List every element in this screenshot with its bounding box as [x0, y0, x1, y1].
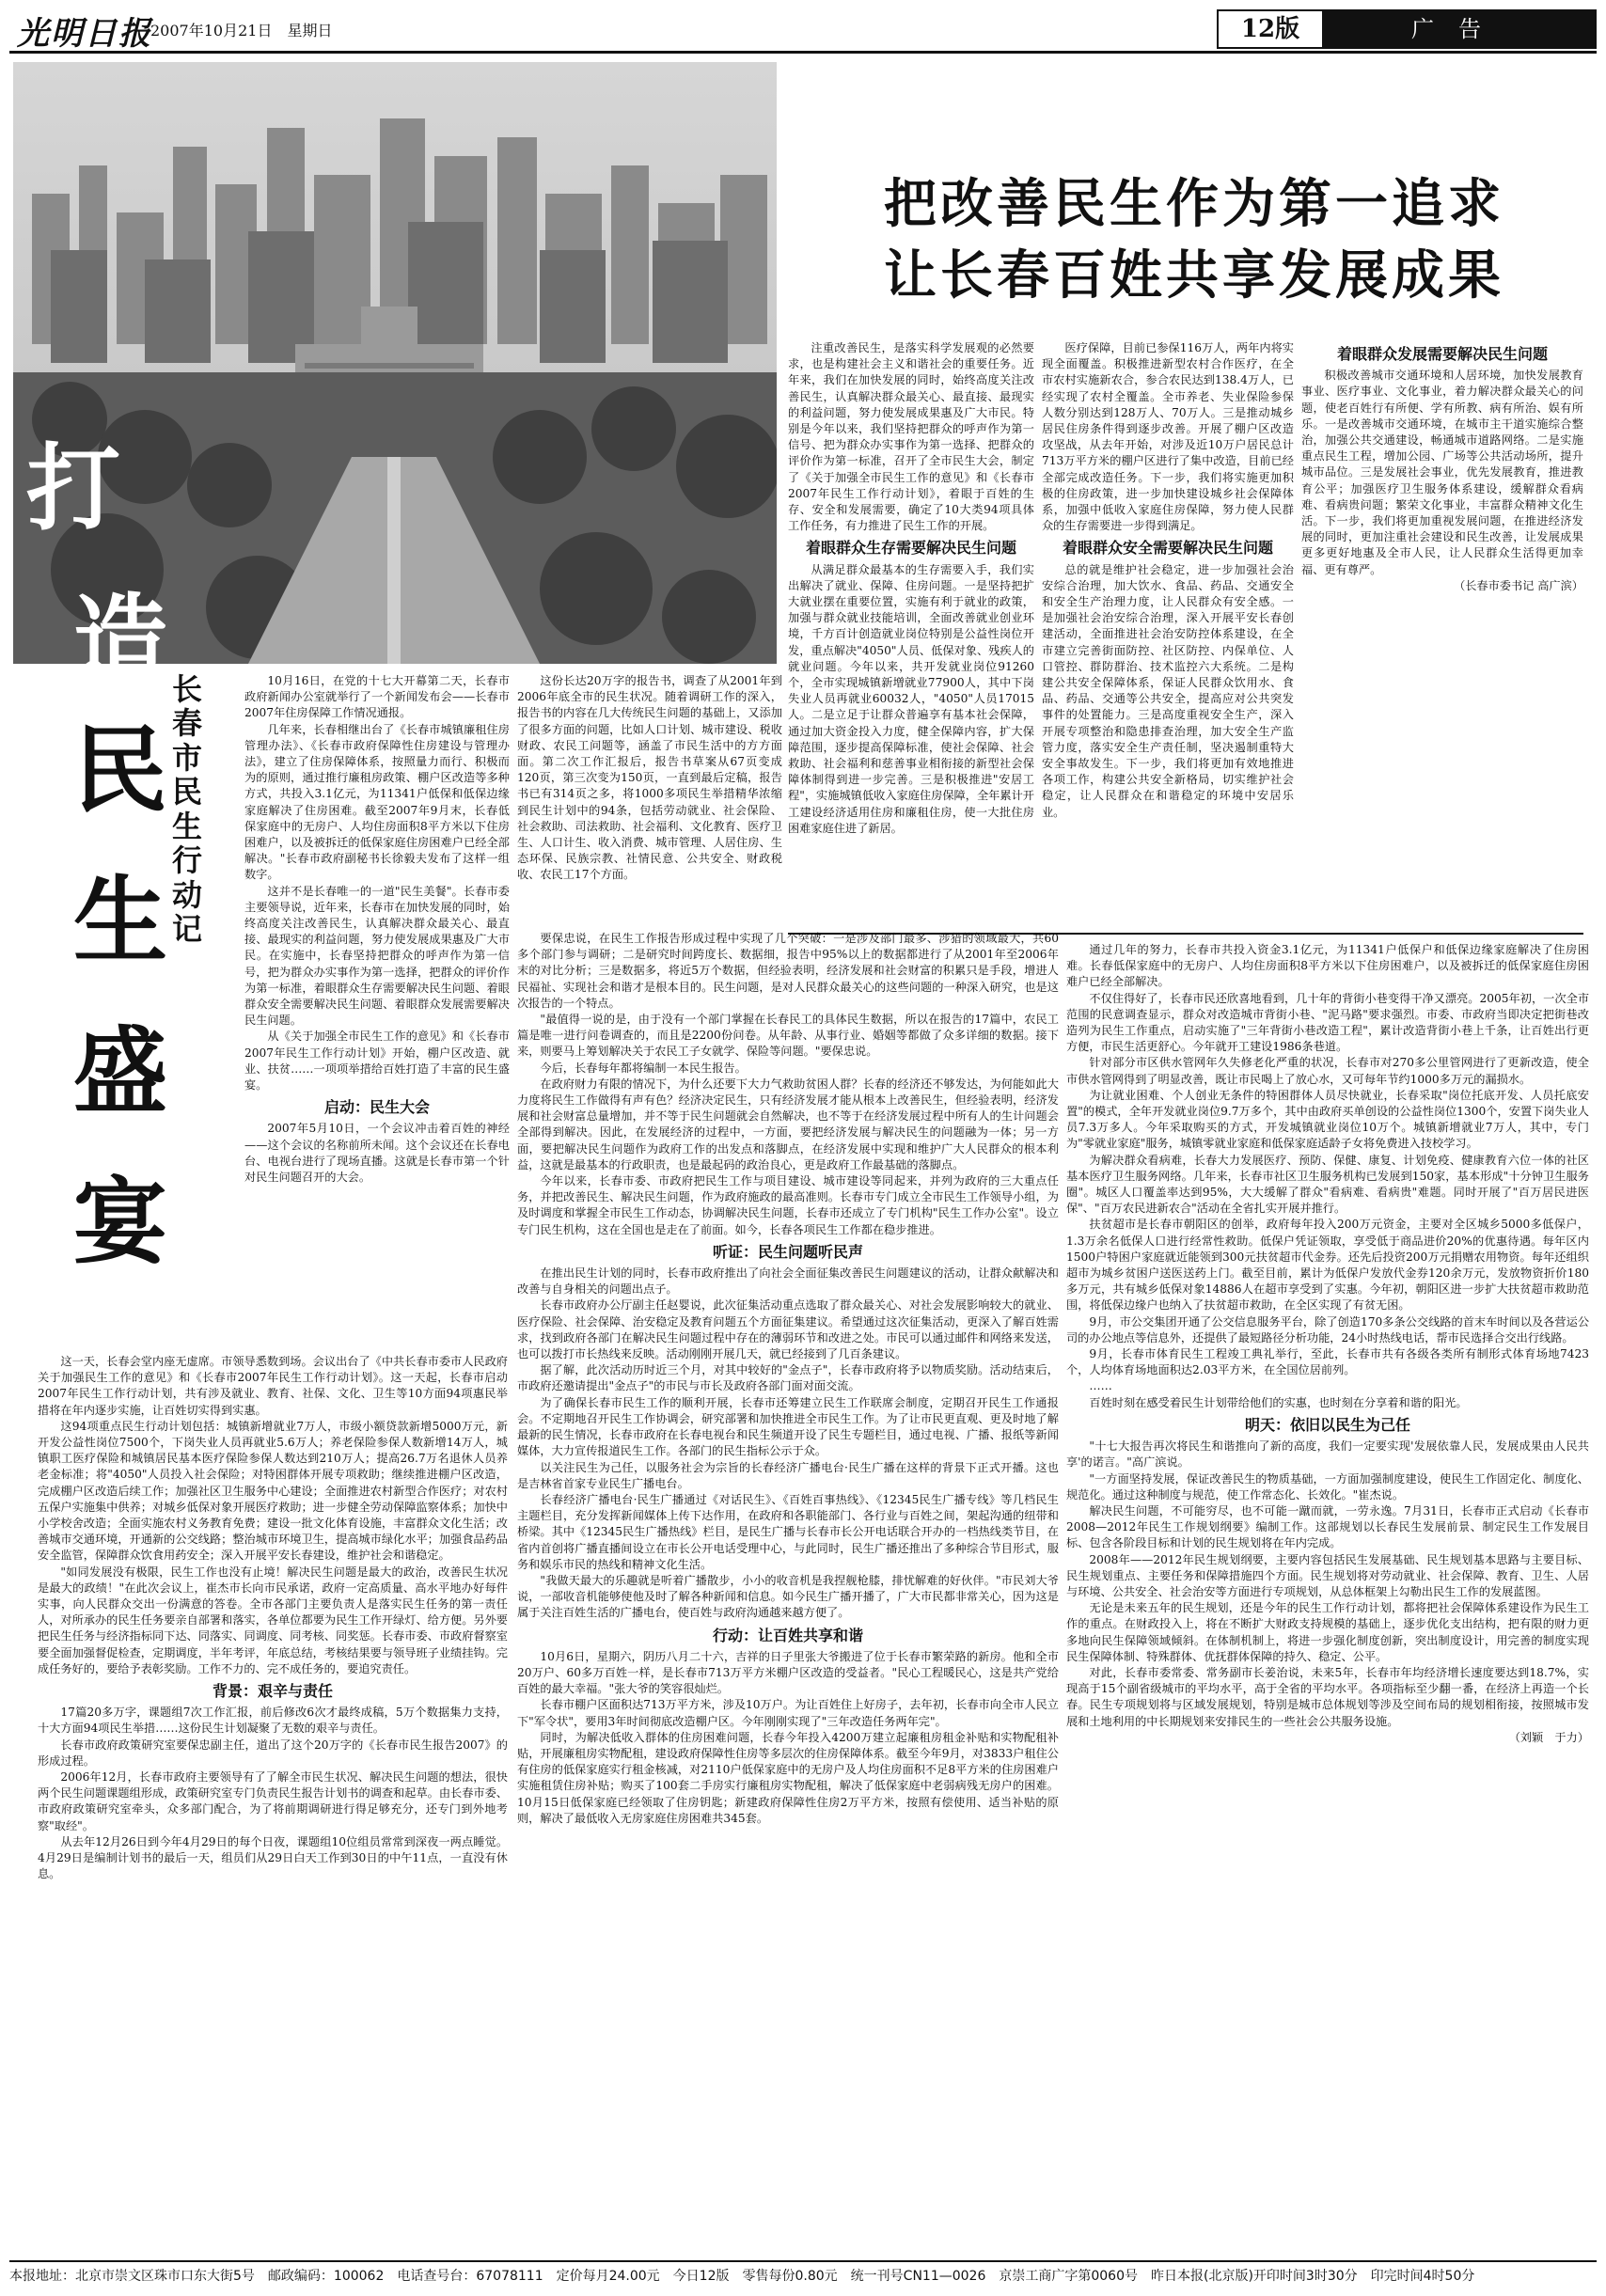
city-skyline-image — [13, 62, 777, 664]
paragraph: 长春市政府办公厅副主任赵婴说，此次征集活动重点选取了群众最关心、对社会发展影响较大的就业、医疗保险、社会保障、治安稳定及教育问题五个方面征集建议。希望通过这次征集活动，更深入了解百姓需求，找到政府各部门在解决民生问题过程中存在的薄弱环节和改进之处。市民可以通过邮件和网络来发送，也可以拨打市长热线来反映。活动刚刚开展几天，就已经接到了几百条建议。 — [517, 1298, 1059, 1361]
paragraph: 2007年5月10日，一个会议冲击着百姓的神经——这个会议的名称前所未闻。这个会议还在长春电台、电视台进行了现场直播。这就是长春市第一个针对民生问题召开的大会。 — [244, 1122, 510, 1185]
paragraph: 从《关于加强全市民生工作的意见》和《长春市2007年民生工作行动计划》开始，棚户区改造、就业、扶贫……一项项举措给百姓打造了丰富的民生盛宴。 — [244, 1030, 510, 1093]
paragraph: 从去年12月26日到今年4月29日的每个日夜，课题组10位组员常常到深夜一两点睡觉。4月29日是编制计划书的最后一天，组员们从29日白天工作到30日的中午11点，一直没有休息。 — [38, 1834, 508, 1881]
paragraph: 积极改善城市交通环境和人居环境，加快发展教育事业、医疗事业、文化事业，着力解决群众最关心的问题，使老百姓行有所便、学有所教、病有所治、娱有所乐。一是改善城市交通环境，在城市主干道实施综合整治，加强公共交通建设，畅通城市道路网络。二是实施重点民生工程，增加公园、广场等公共活动场所，提升城市品位。三是发展社会事业，优先发展教育，推进教育公平；加强医疗卫生服务体系建设，缓解群众看病难、看病贵问题；繁荣文化事业，丰富群众精神文化生活。下一步，我们将更加重视发展问题，在推进经济发展的同时，更加注重社会建设和民生改善，让发展成果更多更好地惠及全市人民，让人民群众生活得更加幸福、更有尊严。 — [1301, 369, 1583, 576]
city-photo — [13, 62, 777, 664]
paragraph: 17篇20多万字，课题组7次工作汇报，前后修改6次才最终成稿，5万个数据集力支持，十大方面94项民生举措……这份民生计划凝聚了无数的艰辛与责任。 — [38, 1706, 508, 1736]
paragraph: 10月6日，星期六，阴历八月二十六，吉祥的日子里张大爷搬进了位于长春市繁荣路的新房。他和全市20万户、60多万百姓一样，是长春市713万平方米棚户区改造的受益者。"民心工程暖民心，这是共产党给百姓的最大幸福。"张大爷的笑容很灿烂。 — [517, 1649, 1059, 1696]
headline-line: 让长春百姓共享发展成果 — [884, 244, 1504, 307]
paragraph: "十七大报告再次将民生和谐推向了新的高度，我们一定要实现'发展依靠人民，发展成果由人民共享'的诺言。"高广滨说。 — [1066, 1439, 1589, 1470]
page-label-box — [1217, 9, 1597, 49]
paragraph: 为解决群众看病难，长春大力发展医疗、预防、保健、康复、计划免疫、健康教育六位一体的社区基本医疗卫生服务网络。几年来，长春市社区卫生服务机构已发展到150家，基本形成"十分钟卫生服务圈"。城区人口覆盖率达到95%，大大缓解了群众"看病难、看病贵"难题。同时开展了"百万居民进医保"、"百万农民进新农合"活动在全省扎实开展并推行。 — [1066, 1153, 1589, 1216]
section-heading: 启动：民生大会 — [323, 1098, 430, 1117]
page-number: 12版 — [1219, 11, 1324, 47]
paragraph: 今年以来，长春市委、市政府把民生工作与项目建设、城市建设等同起来，并列为政府的三大重点任务，并把改善民生、解决民生问题，作为政府施政的最高准则。长春市专门成立全市民生工作领导小组，为及时调度和掌握全市民生工作动态，协调解决民生问题，长春市还成立了专门机构"民生工作办公室"。设立专门民生机构，这在全国也是走在了前面。如今，长春各项民生工作都在稳步推进。 — [517, 1174, 1059, 1236]
paragraph: 10月16日，在党的十七大开幕第二天，长春市政府新闻办公室就举行了一个新闻发布会——长春市2007年住房保障工作情况通报。 — [244, 674, 510, 720]
section-heading: 听证：民生问题听民声 — [712, 1242, 863, 1261]
paragraph: "如同发展没有极限，民生工作也没有止境！解决民生问题是最大的政治，改善民生状况是最大的政绩！"在此次会议上，崔杰市长向市民承诺，政府一定高质量、高水平地办好每件实事，向人民群众交出一份满意的答卷。全市各部门主要负责人是落实民生任务的第一责任人，对所承办的民生任务要亲自部署和落实，各单位都要为民生工作开绿灯、给方便。另外要把民生任务与经济指标同下达、同落实、同调度、同考核、同奖惩。长春市委、市政府督察室要全面加强督促检查，定期调度，半年考评，年底总结，考核结果要与领导班子业绩挂钩。完成任务好的，要给予表彰奖励。工作不力的、完不成任务的，要追究责任。 — [38, 1565, 508, 1675]
paragraph: 在政府财力有限的情况下，为什么还要下大力气救助贫困人群？长春的经济还不够发达，为何能如此大力度将民生工作做得有声有色？经济决定民生，只有经济发展才能从根本上改善民生，但经验表明，经济发展和社会财富总量增加，并不等于民生问题就会自然解决，也不等于在经济发展过程中所有人的生计问题会全部得到解决。因此，在发展经济的过程中，一方面，要把经济发展与解决民生的问题融为一体；另一方面，要把解决民生问题作为政府工作的出发点和落脚点，在经济发展中实现和维护广大人民群众的根本利益，这就是最基本的行政职责，也是最起码的政治良心，更是政府工作最基础的落脚点。 — [517, 1077, 1059, 1172]
feature-title-char: 盛 — [73, 1016, 167, 1126]
story-column-1 — [244, 673, 510, 1331]
section-heading: 着眼群众安全需要解决民生问题 — [1062, 539, 1273, 558]
story-column-4 — [517, 931, 1059, 2247]
feature-subtitle: 长春市民生行动记 — [172, 671, 203, 948]
paragraph: 同时，为解决低收入群体的住房困难问题，长春今年投入4200万建立起廉租房租金补贴和实物配租补贴，开展廉租房实物配租，建设政府保障性住房等多层次的住房保障体系。截至今年9月，对3833户租住公有住房的低保家庭实行租金核减，对2110户低保家庭中的无房户及人均住房面积不足8平方米的住房困难户实施租赁住房补贴；购买了100套二手房实行廉租房实物配租，解决了低保家庭中老弱病残无房户的困难。10月15日低保家庭已经领取了住房钥匙；新建政府保障性住房2万平方米，按照有偿使用、适当补贴的原则，解决了最低收入无房家庭住房困难共345套。 — [517, 1730, 1059, 1825]
paragraph: 2006年12月，长春市政府主要领导有了了解全市民生状况、解决民生问题的想法，很快两个民生问题课题组形成，政策研究室专门负责民生报告计划书的调查和起草。由长春市委、市政府政策研究室牵头，众多部门配合，为了将前期调研进行得足够充分，还专门到外地考察"取经"。 — [38, 1770, 508, 1832]
section-heading: 背景：艰辛与责任 — [212, 1682, 333, 1701]
feature-title-char: 生 — [73, 866, 167, 976]
byline: （刘颖 于力） — [1508, 1730, 1589, 1744]
story-column-5 — [1066, 942, 1589, 2249]
section-heading: 明天：依旧以民生为己任 — [1244, 1415, 1410, 1434]
paragraph: 无论是未来五年的民生规划，还是今年的民生工作行动计划，都将把社会保障体系建设作为民生工作的重点。在财政投入上，将在不断扩大财政支持规模的基础上，逐步优化支出结构，把有限的财力更多地向民生保障领域倾斜。在体制机制上，将进一步强化制度创新，突出制度设计，用完善的制度实现民生保障体制、特殊群体、优抚群体保障的持久、稳定、公平。 — [1066, 1601, 1589, 1663]
paragraph: 扶贫超市是长春市朝阳区的创举，政府每年投入200万元资金，主要对全区城乡5000多低保户，1.3万余名低保人口进行经常性救助。低保户凭证领取，享受低于商品进价20%的优惠待遇。每年区内1500户特困户家庭就近能领到300元扶贫超市代金券。还先后投资200万元捐赠农用物资。每年还组织超市为城乡贫困户送医送药上门。截至目前，累计为低保户发放代金券120余万元，发放物资折价180多万元，共有城乡低保对象14886人在超市享受到了实惠。今年初，朝阳区进一步扩大扶贫超市救助范围，将低保边缘户也纳入了扶贫超市救助，在全区实现了有贫无困。 — [1066, 1218, 1589, 1313]
headline-line: 把改善民生作为第一追求 — [884, 174, 1504, 235]
paragraph: 医疗保障，目前已参保116万人，两年内将实现全面覆盖。积极推进新型农村合作医疗，在全市农村实施新农合，参合农民达到138.4万人，已经实现了农村全覆盖。全市养老、失业保险参保人数分别达到128万人、70万人。三是推动城乡居民住房条件得到逐步改善。开展了棚户区改造攻坚战，从去年开始，对涉及近10万户居民总计713万平方米的棚户区进行了集中改造，目前已经全部完成改造任务。下一步，我们将实施更加积极的住房政策，进一步加快建设城乡社会保障体系，加强中低收入家庭住房保障，努力使人民群众的生存需要进一步得到满足。 — [1042, 341, 1294, 533]
dateline: 2007年10月21日 星期日 — [150, 22, 333, 39]
paragraph: 据了解，此次活动历时近三个月，对其中较好的"金点子"，长春市政府将予以物质奖励。活动结束后，市政府还邀请提出"金点子"的市民与市长及政府各部门面对面交流。 — [517, 1363, 1059, 1393]
section-heading: 行动：让百姓共享和谐 — [712, 1626, 863, 1644]
paragraph: 对此，长春市委常委、常务副市长姜治说，未来5年，长春市年均经济增长速度要达到18.7%，实现高于15个副省级城市的平均水平，高于全省的平均水平。各项指标至少翻一番，在经济上再造一个长春。民生专项规划将与区域发展规划，特别是城市总体规划等涉及空间布局的规划相衔接，按照城市发展和土地利用的中长期规划来安排民生的一些社会公共服务设施。 — [1066, 1665, 1589, 1728]
paragraph: 从满足群众最基本的生存需要入手，我们实出解决了就业、保障、住房问题。一是坚持把扩大就业摆在重要位置，实施有利于就业的政策，加强与群众就业技能培训，全面改善就业创业环境，千方百计创造就业岗位特别是公益性岗位开发，重点解决"4050"人员、低保对象、残疾人的就业问题。今年以来，共开发就业岗位91260个，全市实现城镇新增就业77900人，其中下岗失业人员再就业60032人，"4050"人员17015人。二是立足于让群众普遍享有基本社会保障，通过加大资金投入力度，健全保障内容，扩大保障范围，逐步提高保障标准，使社会保障、社会救助、社会福利和慈善事业相衔接的新型社会保障体制得到进一步完善。三是积极推进"安居工程"，实施城镇低收入家庭住房保障，全年累计开工建设经济适用住房和廉租住房，使一大批住房困难家庭住进了新居。 — [788, 562, 1034, 835]
paragraph: 要保忠说，在民生工作报告形成过程中实现了几个突破：一是涉及部门最多、涉猎的领域最大，共60多个部门参与调研；二是研究时间跨度长、数据细，报告中95%以上的数据都进行了从2001年至2006年末的对比分析；三是数据多，将近5万个数据，但经验表明，经济发展和社会财富的积累只是手段，增进人民福祉、实现社会和谐才是根本目的。民生问题，是对人民群众最关心的这些问题的一种深入研究，也是这次报告的一个特点。 — [517, 932, 1059, 1010]
paragraph: 长春市政府政策研究室要保忠副主任，道出了这个20万字的《长春市民生报告2007》的形成过程。 — [38, 1738, 508, 1768]
paragraph: 注重改善民生，是落实科学发展观的必然要求，也是构建社会主义和谐社会的重要任务。近年来，我们在加快发展的同时，始终高度关注改善民生，认真解决群众最关心、最直接、最现实的利益问题，努力使发展成果惠及广大市民。特别是今年以来，我们坚持把群众的呼声作为第一信号、把为群众办实事作为第一选择、把群众的评价作为第一标准，召开了全市民生大会，制定了《关于加强全市民生工作的意见》和《长春市2007年民生工作行动计划》，着眼于百姓的生存、安全和发展需要，确定了10大类94项具体工作任务，有力推进了民生工作的开展。 — [788, 341, 1034, 533]
section-label: 广告 — [1322, 11, 1595, 47]
signature: （长春市委书记 高广滨） — [1454, 578, 1583, 592]
paragraph: 通过几年的努力，长春市共投入资金3.1亿元，为11341户低保户和低保边缘家庭解决了住房困难。长春低保家庭中的无房户、人均住房面积8平方米以下住房困难户，以及被拆迁的低保家庭住房困难户已经全部解决。 — [1066, 943, 1589, 989]
paragraph: 这一天，长春会堂内座无虚席。市领导悉数到场。会议出台了《中共长春市委市人民政府关于加强民生工作的意见》和《长春市2007年民生工作行动计划》。这一天起，长春市启动2007年民生工作行动计划，共有涉及就业、教育、社保、文化、卫生等10方面94项惠民举措将在年内逐步实施，让百姓切实得到实惠。 — [38, 1355, 508, 1417]
paragraph: 为了确保长春市民生工作的顺利开展，长春市还筹建立民生工作联席会制度，定期召开民生工作通报会。不定期地召开民生工作协调会，研究部署和加快推进全市民生工作。为了让市民更直观、更及时地了解最新的民生情况，长春市政府在长春电视台和民生频道开设了民生专题栏目，通过电视、广播、报纸等新闻媒体，大力宣传报道民生工作。各部门的民生指标公示于众。 — [517, 1395, 1059, 1458]
paragraph: 为让就业困难、个人创业无条件的特困群体人员尽快就业，长春采取"岗位托底开发、人员托底安置"的模式，全年开发就业岗位9.7万多个，其中由政府买单创设的公益性岗位1300个，安置下岗失业人员7.3万多人。今年采取购买的方式，开发城镇就业岗位10万个。城镇新增就业7万人，其中，专门为"零就业家庭"服务，城镇零就业家庭和低保家庭适龄子女将免费进入技校学习。 — [1066, 1088, 1589, 1151]
paragraph: …… — [1089, 1379, 1112, 1393]
masthead — [9, 8, 1597, 54]
paragraph: 2008年——2012年民生规划纲要，主要内容包括民生发展基础、民生规划基本思路与主要目标、民生规划重点、主要任务和保障措施四个方面。民生规划将对劳动就业、社会保障、教育、卫生、人居与环境、公共安全、社会治安等方面进行专项规划，从总体框架上勾勒出民生工作的发展蓝图。 — [1066, 1552, 1589, 1598]
feature-title-char: 民 — [73, 716, 167, 826]
story-column-3 — [38, 1354, 508, 2247]
paragraph: 长春市棚户区面积达713万平方米，涉及10万户。为让百姓住上好房子，去年初，长春市向全市人民立下"军令状"，要用3年时间彻底改造棚户区。今年刚刚实现了"三年改造任务两年完"。 — [517, 1698, 1059, 1728]
section-heading: 着眼群众发展需要解决民生问题 — [1336, 345, 1548, 363]
paragraph: 今后，长春每年都将编制一本民生报告。 — [540, 1061, 747, 1075]
paragraph: 这94项重点民生行动计划包括：城镇新增就业7万人，市级小额贷款新增5000万元，新开发公益性岗位7500个，下岗失业人员再就业5.6万人；养老保险参保人数新增14万人，城镇职工医疗保险和城镇居民基本医疗保险参保人数达到210万人；提高26.7万名退休人员养老金标准；将"4050"人员投入社会保险；对特困群体开展专项救助；继续推进棚户区改造，完成棚户区改造后续工作；加强社区卫生服务中心建设；全面推进农村新型合作医疗；对农村五保户实施集中供养；对城乡低保对象开展医疗救助；进一步健全劳动保障监察体系；加快中小学校舍改造；全面实施农村义务教育免费；建设一批文化体育设施，丰富群众文化生活；改善城市交通环境，开通新的公交线路；整治城市环境卫生，提高城市绿化水平；加强食品药品安全监管，保障群众饮食用药安全；深入开展平安长春建设，维护社会和谐稳定。 — [38, 1419, 508, 1563]
paragraph: 针对部分市区供水管网年久失修老化严重的状况，长春市对270多公里管网进行了更新改造，使全市供水管网得到了明显改善，既让市民喝上了放心水，又可每年节约1000多万元的漏损水。 — [1066, 1056, 1589, 1086]
feature-title-char: 宴 — [73, 1167, 167, 1277]
feature-title-char: 打 — [26, 433, 120, 543]
paragraph: 百姓时刻在感受着民生计划带给他们的实惠，也时刻在分享着和谐的阳光。 — [1089, 1395, 1468, 1409]
paragraph: "我做天最大的乐趣就是听着广播散步，小小的收音机是我捏舰枪膝，排忧解难的好伙伴。"市民刘大爷说，一部收音机能够使他及时了解各种新闻和信息。如今民生广播开播了，广大市民都非常关心，因为这是属于关注百姓生活的广播电台，使百姓与政府沟通越来越方便了。 — [517, 1573, 1059, 1620]
footer-info: 本报地址：北京市崇文区珠市口东大街5号 邮政编码：100062 电话查号台：67078111 定价每月24.00元 今日12版 零售每份0.80元 统一刊号CN11—0026 京崇工商广字第0060号 昨日本报(北京版)开印时间3时30分 印完时间4时50分 — [9, 2260, 1597, 2290]
newspaper-logo: 光明日报 — [17, 15, 152, 53]
paragraph: 在推出民生计划的同时，长春市政府推出了向社会全面征集改善民生问题建议的活动，让群众献解决和改善与自身相关的问题出点子。 — [517, 1266, 1059, 1297]
paragraph: 这并不是长春唯一的一道"民生美餐"。长春市委主要领导说，近年来，长春市在加快发展的同时，始终高度关注改善民生，认真解决群众最关心、最直接、最现实的利益问题，努力使发展成果惠及广大市民。在实施中，长春坚持把群众的呼声作为第一信号，把为群众办实事作为第一选择，把群众的评价作为第一标准，着眼群众生存需要解决民生问题、着眼群众安全需要解决民生问题、着眼群众发展需要解决民生问题。 — [244, 884, 510, 1028]
paragraph: 解决民生问题，不可能穷尽，也不可能一蹴而就，一劳永逸。7月31日，长春市正式启动《长春市2008—2012年民生工作规划纲要》编制工作。这部规划以长春民生发展前景、制定民生工作发展目标、包含各阶段目标和计划的民生规划将在年内完成。 — [1066, 1503, 1589, 1550]
feature-title-char: 造 — [73, 584, 167, 694]
story-column-2 — [517, 673, 782, 918]
paragraph: 总的就是维护社会稳定，进一步加强社会治安综合治理，加大饮水、食品、药品、交通安全和安全生产治理力度，让人民群众有安全感。一是加强社会治安综合治理，深入开展平安长春创建活动，全面推进社会治安防控体系建设，在全市建立完善街面防控、社区防控、内保单位、人口管控、群防群治、技术监控六大系统。二是构建公共安全保障体系，保证人民群众饮用水、食品、药品、交通等公共安全，提高应对公共突发事件的处置能力。三是高度重视安全生产，深入开展专项整治和隐患排查治理，加大安全生产监管力度，落实安全生产责任制，坚决遏制重特大安全事故发生。下一步，我们将更加有效地推进各项工作，构建公共安全新格局，切实维护社会稳定，让人民群众在和谐稳定的环境中安居乐业。 — [1042, 562, 1294, 819]
paragraph: 几年来，长春相继出台了《长春市城镇廉租住房管理办法》、《长春市政府保障性住房建设与管理办法》，建立了住房保障体系，按照量力而行、积极而为的原则，通过推行廉租房政策、棚户区改造等多种方式，共投入3.1亿元，为11341户低保和低保边缘家庭解决了住房困难。截至2007年9月末，长春低保家庭中的无房户、人均住房面积8平方米以下住房困难户，以及被拆迁的低保家庭住房困难户已经全部解决。"长春市政府副秘书长徐毅夫发布了这样一组数字。 — [244, 722, 510, 882]
commentary-column-3 — [1301, 340, 1583, 923]
paragraph: 这份长达20万字的报告书，调查了从2001年到2006年底全市的民生状况。随着调研工作的深入，报告书的内容在几大传统民生问题的基础上，又添加了很多方面的问题，比如人口计划、城市建设、税收财政、农民工问题等，涵盖了市民生活中的方方面面。第二次工作汇报后，报告书草案从67页变成120页，第三次变为150页，一直到最后定稿，报告书已有314页之多，将1000多项民生举措精华浓缩到民生计划中的94条，包括劳动就业、社会保险、社会救助、司法救助、社会福利、文化教育、医疗卫生、人口计生、收入消费、城市管理、人居住房、生态环保、民族宗教、社情民意、公共安全、财政税收、农民工17个方面。 — [517, 674, 782, 882]
commentary-column-2 — [1042, 340, 1294, 923]
paragraph: 9月，市公交集团开通了公交信息服务平台，除了创造170多条公交线路的首末车时间以及各营运公司的办公地点等信息外，还提供了最短路径分析功能，24小时热线电话，帮市民选择合交出行线路。 — [1066, 1314, 1589, 1345]
page-headline — [799, 169, 1589, 311]
paragraph: 以关注民生为己任，以服务社会为宗旨的长春经济广播电台·民生广播在这样的背景下正式开播。这也是吉林省首家专业民生广播电台。 — [517, 1460, 1059, 1490]
commentary-column-1 — [788, 340, 1034, 923]
paragraph: 不仅住得好了，长春市民还欣喜地看到，几十年的背街小巷变得干净又漂亮。2005年初，一次全市范围的民意调查显示，群众对改造城市背街小巷、"泥马路"要求强烈。市委、市政府当即决定把街巷改造列为民生工作重点，启动实施了"三年背街小巷改造工程"，累计改造背街小巷上千条，让百姓出行更方便，市民生活更舒心。今年就开工建设1986条巷道。 — [1066, 991, 1589, 1054]
paragraph: "最值得一说的是，由于没有一个部门掌握在长春民工的具体民生数据，所以在报告的17篇中，农民工篇是唯一进行问卷调查的，而且是2200份问卷。从年龄、从事行业、婚姻等都做了众多详细的数据。接下来，则要马上筹划解决关于农民工子女就学、保险等问题。"要保忠说。 — [517, 1013, 1059, 1059]
paragraph: "一方面坚持发展，保证改善民生的物质基础，一方面加强制度建设，使民生工作固定化、制度化、规范化。通过这种制度与规范，使工作常态化、长效化。"崔杰说。 — [1066, 1471, 1589, 1502]
paragraph: 9月，长春市体育民生工程竣工典礼举行，至此，长春市共有各级各类所有制形式体育场地7423个，人均体育场地面积达2.03平方米，在全国位居前列。 — [1066, 1347, 1589, 1377]
paragraph: 长春经济广播电台·民生广播通过《对话民生》、《百姓百事热线》、《12345民生广播专线》等几档民生主题栏目，充分发挥新闻媒体上传下达作用，在政府和各职能部门、各行业与百姓之间，架起沟通的纽带和桥梁。其中《12345民生广播热线》栏目，是民生广播与长春市长公开电话联合开办的一档热线类节目，在省内首创将广播直播间设立在市长公开电话受理中心，与此同时，民生广播还推出了多种综合节目形式，服务和娱乐市民的热线和精神文化生活。 — [517, 1492, 1059, 1571]
section-heading: 着眼群众生存需要解决民生问题 — [805, 539, 1016, 558]
